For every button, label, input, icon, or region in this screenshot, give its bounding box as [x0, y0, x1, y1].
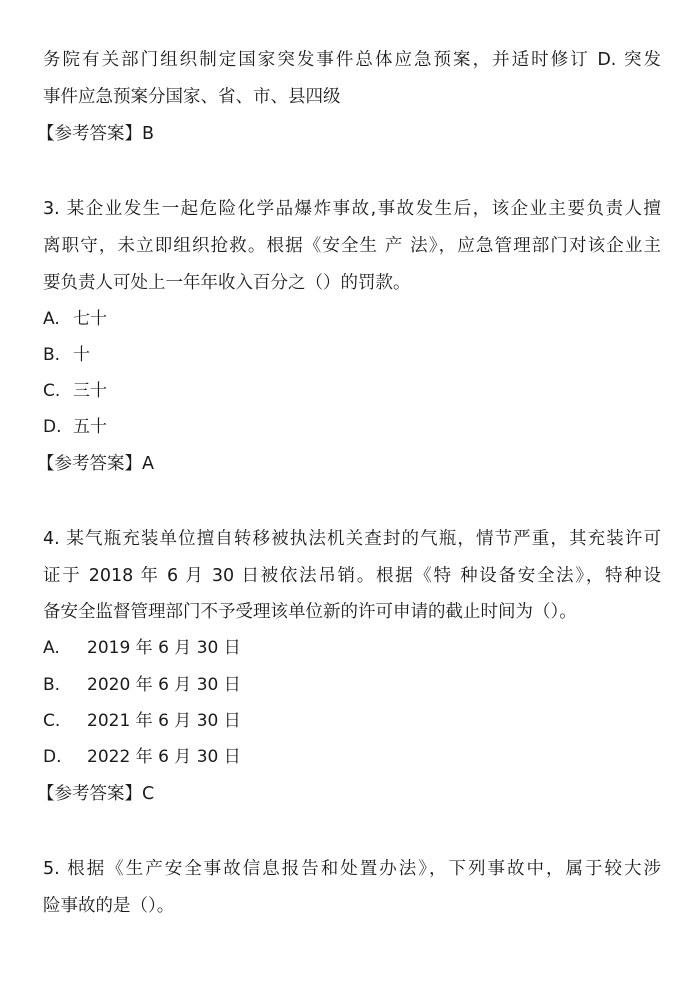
q3-option-a-text: 七十: [73, 309, 107, 329]
q3-option-b-text: 十: [73, 345, 90, 365]
q4-stem-line-2: 证于 2018 年 6 月 30 日被依法吊销。根据《特 种设备安全法》，特种设: [43, 566, 661, 586]
q4-option-d-text: 2022 年 6 月 30 日: [87, 747, 241, 767]
q3-option-c-text: 三十: [73, 381, 107, 401]
prev-question-answer: 【参考答案】B: [37, 124, 155, 144]
q4-stem-line-3: 备安全监督管理部门不予受理该单位新的许可申请的截止时间为（）。: [43, 602, 577, 622]
q4-option-c-text: 2021 年 6 月 30 日: [87, 711, 241, 731]
q3-option-c-label: C.: [43, 381, 61, 401]
q3-answer: 【参考答案】A: [37, 454, 154, 474]
q3-option-c: [43, 379, 107, 403]
q4-option-a-label: A.: [43, 638, 60, 658]
q4-stem-line-1: 4. 某气瓶充装单位擅自转移被执法机关查封的气瓶，情节严重，其充装许可: [43, 529, 661, 549]
q5-stem-line-1: 5. 根据《生产安全事故信息报告和处置办法》，下列事故中，属于较大涉: [43, 859, 661, 879]
q3-option-b: [43, 343, 90, 367]
q4-option-b-text: 2020 年 6 月 30 日: [87, 675, 241, 695]
prev-question-line-1: 务院有关部门组织制定国家突发事件总体应急预案，并适时修订 D. 突发: [43, 50, 661, 70]
q3-stem-line-3: 要负责人可处上一年年收入百分之（）的罚款。: [43, 273, 411, 293]
q3-option-a-label: A.: [43, 309, 60, 329]
q4-answer: 【参考答案】C: [37, 784, 155, 804]
q5-stem-line-2: 险事故的是（）。: [43, 896, 175, 916]
q4-option-c-label: C.: [43, 711, 61, 731]
prev-question-line-2: 事件应急预案分国家、省、市、县四级: [43, 87, 341, 107]
q3-option-b-label: B.: [43, 345, 61, 365]
q4-option-d: [43, 745, 241, 769]
q4-option-b-label: B.: [43, 675, 61, 695]
q4-option-b: [43, 673, 241, 697]
q3-option-d-label: D.: [43, 417, 62, 437]
q4-option-c: [43, 709, 241, 733]
q3-option-d: [43, 415, 107, 439]
q4-option-a-text: 2019 年 6 月 30 日: [87, 638, 241, 658]
q3-stem-line-2: 离职守，未立即组织抢救。根据《安全生 产 法》，应急管理部门对该企业主: [43, 236, 661, 256]
q3-option-a: [43, 307, 107, 331]
q3-stem-line-1: 3. 某企业发生一起危险化学品爆炸事故,事故发生后，该企业主要负责人擅: [43, 199, 661, 219]
q4-option-d-label: D.: [43, 747, 62, 767]
q3-option-d-text: 五十: [73, 417, 107, 437]
q4-option-a: [43, 636, 241, 660]
